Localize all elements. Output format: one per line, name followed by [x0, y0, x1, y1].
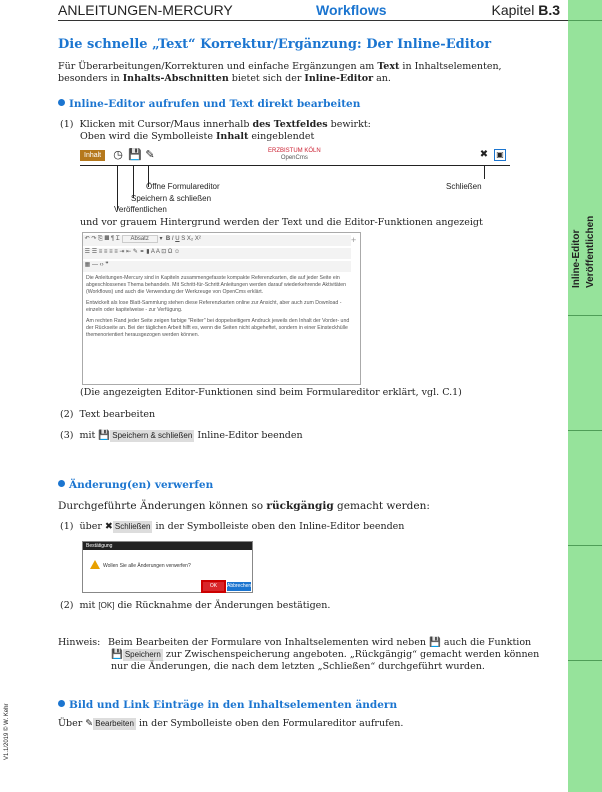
bullet-icon — [58, 700, 65, 707]
inhalt-button[interactable]: Inhalt — [80, 150, 105, 161]
close-icon: ✖ — [104, 521, 113, 532]
cancel-button[interactable]: Abbrechen — [227, 583, 252, 589]
page-header — [58, 0, 568, 20]
section-heading: Bild und Link Einträge in den Inhaltselementen ändern — [58, 699, 397, 711]
section-heading: Änderung(en) verwerfen — [58, 479, 213, 491]
version-footer: V1.1/2019 © W. Kehr — [4, 703, 10, 760]
editor-text[interactable]: Die Anleitungen-Mercury sind in Kapiteln zusammengefasste kompakte Referenzkarten, die auf jeder Seite ein abgeschlossenes Thema behandeln. Mit Schritt-für-Schritt Anleitungen werden darauf wiederkehrende Aktivitäten (Workflows) und auch die Verwendung der Werkzeuge von OpenCms erklärt. Entwickelt als lose Blatt-Sammlung stehen diese Referenzkarten online zur Ansicht, aber auch zum Download - einzeln oder kapitelweise - zur Verfügung. Am rechten Rand jeder Seite zeigen farbige "Reiter" bei doppelseitigem Andruck jeweils den Inhalt der Vorder- und der Rückseite an. Bei der täglichen Arbeit hilft es, wenn die Seiten nicht abgeheftet, sondern in einer Einsteckhülle themenorientiert herausgezogen werden können. — [86, 275, 350, 343]
tab-divider — [568, 315, 602, 316]
editor-toolbar-row: ↶ ↷ ⎘ ▦ ¶ Ꮖ Absatz ▾ B I U S X₂ X² — [83, 235, 351, 246]
hint-label: Hinweis: — [58, 637, 101, 648]
tab-divider — [568, 430, 602, 431]
select-frame-icon[interactable]: ▣ — [494, 149, 506, 161]
callout-formular: Öffne Formulareditor — [146, 182, 220, 191]
warning-icon — [90, 560, 100, 569]
editor-screenshot — [82, 232, 361, 385]
ok-button[interactable]: OK — [203, 582, 224, 591]
save-key: Speichern — [124, 650, 161, 659]
callout-save: Speichern & schließen — [131, 194, 212, 203]
tab-divider — [568, 660, 602, 661]
bullet-icon — [58, 480, 65, 487]
opencms-logo: ERZBISTUM KÖLN OpenCms — [268, 148, 321, 161]
tab-divider — [568, 20, 602, 21]
callout-publish: Veröffentlichen — [114, 205, 167, 214]
toolbar-rule — [80, 165, 510, 166]
callout-line — [484, 165, 485, 179]
callout-line — [117, 165, 118, 210]
edit-pencil-icon[interactable]: ✎ — [145, 148, 155, 161]
close-icon[interactable]: ✖ — [479, 149, 489, 160]
section2-intro: Durchgeführte Änderungen können so rückgängig gemacht werden: — [58, 500, 430, 512]
editor-caption: (Die angezeigten Editor-Funktionen sind beim Formulareditor erklärt, vgl. C.1) — [80, 387, 462, 398]
save-close-key: Speichern & schließen — [112, 431, 193, 440]
tab-divider — [568, 545, 602, 546]
header-center: Workflows — [316, 2, 387, 18]
inline-toolbar — [80, 147, 510, 165]
chapter-tab-column — [568, 0, 602, 792]
save-icon: 💾 — [111, 649, 123, 660]
page-title: Die schnelle „Text“ Korrektur/Ergänzung: Der Inline-Editor — [58, 37, 492, 52]
step-1: (1) Klicken mit Cursor/Maus innerhalb des Textfeldes bewirkt: Oben wird die Symbolleiste Inhalt eingeblendet — [60, 119, 371, 142]
edit-key: Bearbeiten — [95, 719, 134, 728]
save-close-icon: 💾 — [429, 637, 441, 648]
bullet-icon — [58, 99, 65, 106]
hint-text: Beim Bearbeiten der Formulare von Inhaltselementen wird neben 💾 auch die Funktion 💾 Speichern zur Zwischenspeicherung angeboten. „Rückgängig“ gemacht werden können nur die Änderungen, die nach dem letzten „Schließen“ durchgeführt wurden. — [108, 637, 540, 672]
editor-add-icon[interactable]: + — [351, 235, 357, 245]
dialog-title: Bestätigung — [83, 542, 252, 550]
step-2: (2) Text bearbeiten — [60, 409, 156, 420]
after-toolbar-text: und vor grauem Hintergrund werden der Text und die Editor-Funktionen angezeigt — [80, 217, 483, 228]
callout-close: Schließen — [446, 182, 482, 191]
s2-step-2: (2) mit [OK] die Rücknahme der Änderungen bestätigen. — [60, 600, 331, 611]
header-rule — [58, 20, 568, 21]
publish-icon[interactable]: ◷ — [113, 148, 123, 161]
edit-pencil-icon: ✎ — [85, 718, 94, 729]
chapter-tab-label: Inline-Editor Veröffentlichen — [571, 215, 596, 288]
save-close-icon: 💾 — [98, 430, 111, 441]
intro-text: Für Überarbeitungen/Korrekturen und einfache Ergänzungen am Text in Inhaltselementen, besonders in Inhalts-Abschnitten bietet sich der Inline-Editor an. — [58, 61, 502, 84]
editor-toolbar-row: ▦ — ‹› ❞ — [83, 261, 351, 272]
header-left: ANLEITUNGEN-MERCURY — [58, 2, 233, 18]
header-right: Kapitel B.3 — [491, 2, 560, 18]
section3-text: Über ✎ Bearbeiten in der Symbolleiste oben den Formulareditor aufrufen. — [58, 718, 404, 729]
section-heading: Inline-Editor aufrufen und Text direkt bearbeiten — [58, 98, 360, 110]
close-key: Schließen — [114, 522, 151, 531]
dialog-message: Wollen Sie alle Änderungen verwerfen? — [103, 563, 191, 569]
confirm-dialog — [82, 541, 253, 593]
step-3: (3) mit 💾 Speichern & schließen Inline-Editor beenden — [60, 430, 303, 441]
s2-step-1: (1) über ✖ Schließen in der Symbolleiste oben den Inline-Editor beenden — [60, 521, 405, 532]
save-close-icon[interactable]: 💾 — [128, 148, 142, 161]
editor-toolbar-row: ☰ ☰ ≡ ≡ ≡ ≡ ⇥ ⇤ ✎ ⚭ ▮ A A ⊡ Ω ☺ — [83, 248, 351, 259]
